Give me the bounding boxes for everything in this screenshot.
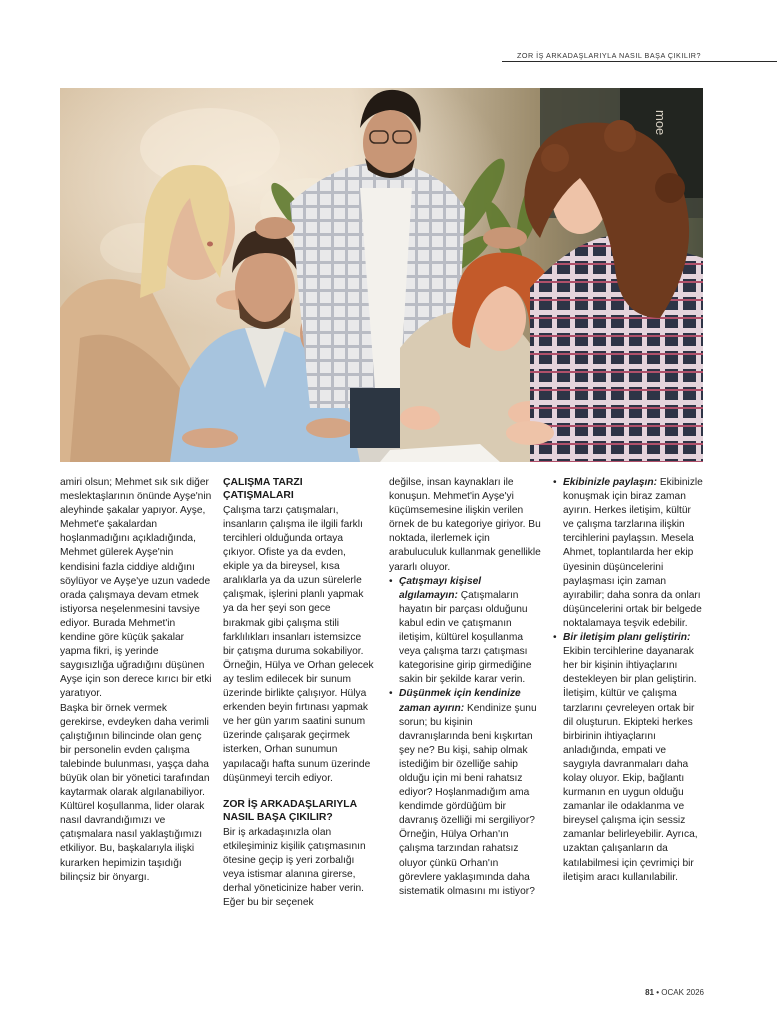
section-title-how-to-cope: ZOR İŞ ARKADAŞLARIYLA NASIL BAŞA ÇIKILIR?	[223, 798, 357, 824]
bullet-body: Çatışmaların hayatın bir parçası olduğunu kabul edin ve çatışmanın iletişim, kültürel koşullanma veya çalışma tarzı çatışması kategorisine girip girmediğine sakin bir şekilde karar verin.	[399, 589, 532, 686]
bullet-heading: Düşünmek için kendinize zaman ayırın:	[399, 688, 521, 714]
bullet-body: Kendinize şunu sorun; bu kişinin davranışlarında beni kışkırtan şey ne? Bu kişi, sahip olmak istediğim bir özelliğe sahip olduğu için mi beni rahatsız ediyor? Hoşlanmadığım ama kendimde gördüğüm bir davranış özelliği mi sergiliyor? Örneğin, Hülya Orhan'ın çalışma tarzından rahatsız oluyor çünkü Orhan'ın görevlere yaklaşımında daha sistematik olmasını mı istiyor?	[399, 702, 537, 897]
list-item	[389, 575, 541, 688]
column1-paragraph-3: Kültürel koşullanma, lider olarak nasıl davrandığımızı ve çatışmalara nasıl yaklaştığımızı etkiliyor. Bu, başkalarıyla ilişki kurarken hepimizin taşıdığı bilinçsiz bir önyargı.	[60, 801, 205, 883]
column-1	[60, 476, 212, 885]
list-item	[553, 476, 703, 631]
list-item	[389, 687, 541, 898]
folio-separator: •	[656, 988, 660, 997]
column2-paragraph-3: Bir iş arkadaşınızla olan etkileşiminiz kişilik çatışmasının ötesine geçip iş yeri zorbalığı veya istismar alanına girerse, derhal yöneticinize haber verin. Eğer bu bir seçenek	[223, 826, 366, 908]
bullet-heading: Bir iletişim planı geliştirin:	[563, 632, 691, 644]
column1-paragraph-1: amiri olsun; Mehmet sık sık diğer meslektaşlarının önünde Ayşe'nin aleyhinde şakalar yapıyor. Ayşe, Mehmet'e şakalardan hoşlanmadığını açıkladığında, Mehmet gülerek Ayşe'nin kendisini fazla ciddiye aldığını söylüyor ve Ayşe'ye uzun vadede orada çalışmaya devam etmek istiyorsa neşelenmesini tavsiye ediyor. Burada Mehmet'in kendine göre küçük şakalar yapma fikri, iş yerinde saygısızlığa uğradığını düşünen Ayşe için son derece kırıcı bir etki yaratıyor.	[60, 477, 212, 700]
column2-paragraph-1: Çalışma tarzı çatışmaları, insanların çalışma ile ilgili farklı tercihleri olduğunda ortaya çıkıyor. Ofiste ya da evden, ekiple ya da bireysel, kısa aralıklarla ya da uzun sürelerle çalışmak, işlerini planlı yapmak ya da her şeyi son gece bırakmak gibi çalışma stili farklılıkları insanları istemsizce bir çatışma duruma sokabiliyor.	[223, 504, 364, 657]
running-header	[502, 52, 777, 62]
article-photo	[60, 88, 703, 462]
column-3	[389, 476, 541, 899]
bullet-body: Ekibinizle konuşmak için biraz zaman ayırın. Herkes iletişim, kültür ve çalışma tarzlarına ilişkin tercihlerini paylaşsın. Mesela Ahmet, toplantılarda her ekip üyesinin düşüncelerini paylaşması için zaman ayırabilir; daha sonra da onları düşüncelerini ortak bir belgede noktalamaya teşvik edebilir.	[563, 477, 703, 629]
bullet-body: Ekibin tercihlerine dayanarak her bir kişinin ihtiyaçlarını destekleyen bir plan geliştirin. İletişim, kültür ve çalışma tarzlarını çevreleyen ortak bir dil oluşturun. Ekipteki herkes birbirinin ihtiyaçlarını anladığında, empati ve saygıyla davranmaları daha kolay oluyor. Ekip, bağlantı kurmanın en uygun olduğu zamanlar ile odaklanma ve bireysel çalışma için sessiz zamanlar belirleyebilir. Ayrıca, uzaktan çalışanların da katılabilmesi için çevrimiçi bir iletişim aracı kullanılabilir.	[563, 646, 698, 883]
running-title: ZOR İŞ ARKADAŞLARIYLA NASIL BAŞA ÇIKILIR?	[516, 51, 701, 60]
column-4	[553, 476, 703, 885]
column1-paragraph-2: Başka bir örnek vermek gerekirse, evdeyken daha verimli çalıştığının bilincinde olan genç bir personelin evden çalışma talebinde bulunması, yaşça daha büyük olan bir yönetici tarafından kaytarmak olarak algılanabiliyor.	[60, 702, 210, 799]
page-folio	[645, 988, 704, 997]
section-title-work-style: ÇALIŞMA TARZI ÇATIŞMALARI	[223, 477, 303, 502]
tips-list-1	[389, 575, 541, 899]
column2-paragraph-2: Örneğin, Hülya ve Orhan gelecek ay teslim edilecek bir sunum üzerinde birlikte çalışıyor. Hülya erkenden beyin fırtınası yapmak ve her gün yarım saatini sunum üzerinde çalışarak geçirmek isterken, Orhan sunumun yapılacağı hafta sunum üzerinde düşünmeyi tercih ediyor.	[223, 659, 374, 784]
bullet-heading: Ekibinizle paylaşın:	[563, 477, 657, 488]
sign-text: moe	[653, 110, 668, 136]
column3-intro: değilse, insan kaynakları ile konuşun. Mehmet'in Ayşe'yi küçümsemesine ilişkin verilen örnek de bu kategoriye giriyor. Bu noktada, ilerlemek için arabuluculuk kullanmak genellikle yararlı oluyor.	[389, 477, 541, 573]
page-number: 81	[645, 988, 655, 997]
column-2	[223, 476, 375, 910]
tips-list-2	[553, 476, 703, 885]
issue-date: OCAK 2026	[661, 988, 704, 997]
bullet-heading: Çatışmayı kişisel algılamayın:	[399, 575, 482, 601]
list-item	[553, 631, 703, 885]
